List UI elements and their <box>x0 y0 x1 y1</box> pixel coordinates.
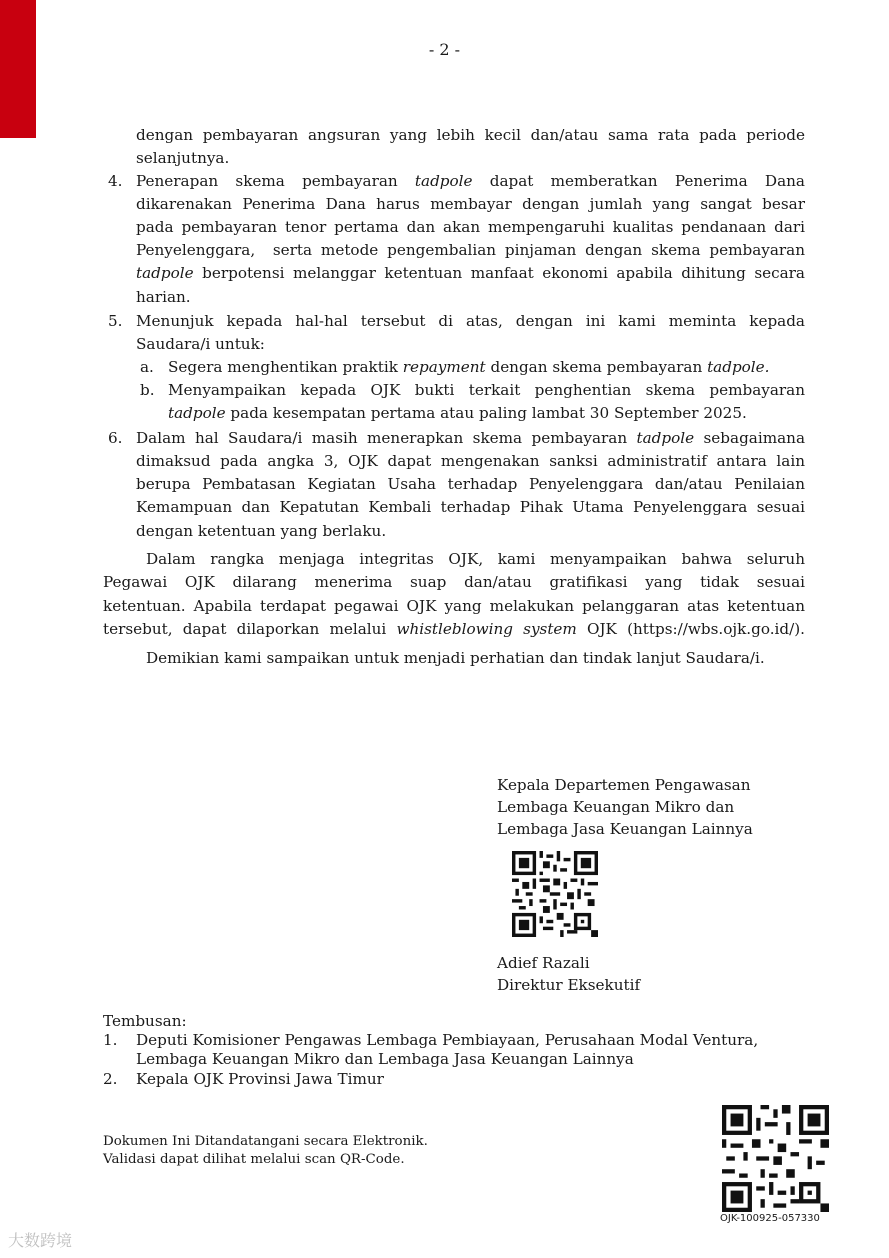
signature-qr-code <box>512 851 598 937</box>
item-5a-letter: a. <box>140 358 154 376</box>
item-5b-letter: b. <box>140 381 155 399</box>
item-5-line-1: Menunjuk kepada hal-hal tersebut di atas, dengan ini kami meminta kepada <box>136 312 805 330</box>
item-4-line-5: tadpole berpotensi melanggar ketentuan manfaat ekonomi apabila dihitung secara <box>136 264 805 282</box>
cc-item-1-line-1: Deputi Komisioner Pengawas Lembaga Pembiayaan, Perusahaan Modal Ventura, <box>136 1031 759 1049</box>
signature-title-line-1: Kepala Departemen Pengawasan <box>497 776 751 794</box>
cc-heading: Tembusan: <box>103 1012 187 1030</box>
intro-line-1: dengan pembayaran angsuran yang lebih kecil dan/atau sama rata pada periode <box>136 126 805 144</box>
item-6-line-5: dengan ketentuan yang berlaku. <box>136 522 387 540</box>
item-5b-line-2: tadpole pada kesempatan pertama atau paling lambat 30 September 2025. <box>168 404 747 422</box>
closing-sentence: Demikian kami sampaikan untuk menjadi perhatian dan tindak lanjut Saudara/i. <box>146 649 765 667</box>
cc-item-2-line-1: Kepala OJK Provinsi Jawa Timur <box>136 1070 384 1088</box>
intro-line-2: selanjutnya. <box>136 149 230 167</box>
item-4-line-1: Penerapan skema pembayaran tadpole dapat memberatkan Penerima Dana <box>136 172 805 190</box>
integrity-line-3: ketentuan. Apabila terdapat pegawai OJK yang melakukan pelanggaran atas ketentuan <box>103 597 805 615</box>
cc-item-2-number: 2. <box>103 1070 118 1088</box>
signatory-name: Adief Razali <box>497 954 590 972</box>
item-6-line-2: dimaksud pada angka 3, OJK dapat mengenakan sanksi administratif antara lain <box>136 452 805 470</box>
footer-line-1: Dokumen Ini Ditandatangani secara Elektronik. <box>103 1134 428 1149</box>
signature-title-line-3: Lembaga Jasa Keuangan Lainnya <box>497 820 753 838</box>
item-4-line-6: harian. <box>136 288 191 306</box>
item-5b-line-1: Menyampaikan kepada OJK bukti terkait penghentian skema pembayaran <box>168 381 805 399</box>
item-5a-line: Segera menghentikan praktik repayment dengan skema pembayaran tadpole. <box>168 358 770 376</box>
document-code: OJK-100925-057330 <box>720 1213 820 1224</box>
cc-section <box>103 1011 187 1031</box>
integrity-line-2: Pegawai OJK dilarang menerima suap dan/atau gratifikasi yang tidak sesuai <box>103 573 805 591</box>
item-4-line-2: dikarenakan Penerima Dana harus membayar dengan jumlah yang sangat besar <box>136 195 805 213</box>
footer-note <box>103 1133 428 1169</box>
item-6-number: 6. <box>108 429 123 447</box>
validation-qr-code[interactable] <box>722 1105 829 1212</box>
item-6-line-3: berupa Pembatasan Kegiatan Usaha terhadap Penyelenggara dan/atau Penilaian <box>136 475 805 493</box>
item-5-number: 5. <box>108 312 123 330</box>
integrity-line-1: Dalam rangka menjaga integritas OJK, kami menyampaikan bahwa seluruh <box>146 550 805 568</box>
item-4-number: 4. <box>108 172 123 190</box>
item-5-line-2: Saudara/i untuk: <box>136 335 265 353</box>
cc-item-1-number: 1. <box>103 1031 118 1049</box>
cc-item-1-line-2: Lembaga Keuangan Mikro dan Lembaga Jasa Keuangan Lainnya <box>136 1050 634 1068</box>
item-4-line-3: pada pembayaran tenor pertama dan akan mempengaruhi kualitas pendanaan dari <box>136 218 805 236</box>
red-margin-bar <box>0 0 36 138</box>
footer-line-2: Validasi dapat dilihat melalui scan QR-Code. <box>103 1152 405 1167</box>
page-number: - 2 - <box>428 40 461 59</box>
signatory <box>497 952 640 996</box>
integrity-line-4: tersebut, dapat dilaporkan melalui whistleblowing system OJK (https://wbs.ojk.go.id/). <box>103 620 805 638</box>
signature-title <box>497 774 753 840</box>
item-6-line-4: Kemampuan dan Kepatutan Kembali terhadap Pihak Utama Penyelenggara sesuai <box>136 498 805 516</box>
watermark: 大数跨境 <box>8 1231 73 1250</box>
item-6-line-1: Dalam hal Saudara/i masih menerapkan skema pembayaran tadpole sebagaimana <box>136 429 805 447</box>
signatory-position: Direktur Eksekutif <box>497 976 641 994</box>
item-4-line-4: Penyelenggara, serta metode pengembalian pinjaman dengan skema pembayaran <box>136 241 805 259</box>
signature-title-line-2: Lembaga Keuangan Mikro dan <box>497 798 735 816</box>
